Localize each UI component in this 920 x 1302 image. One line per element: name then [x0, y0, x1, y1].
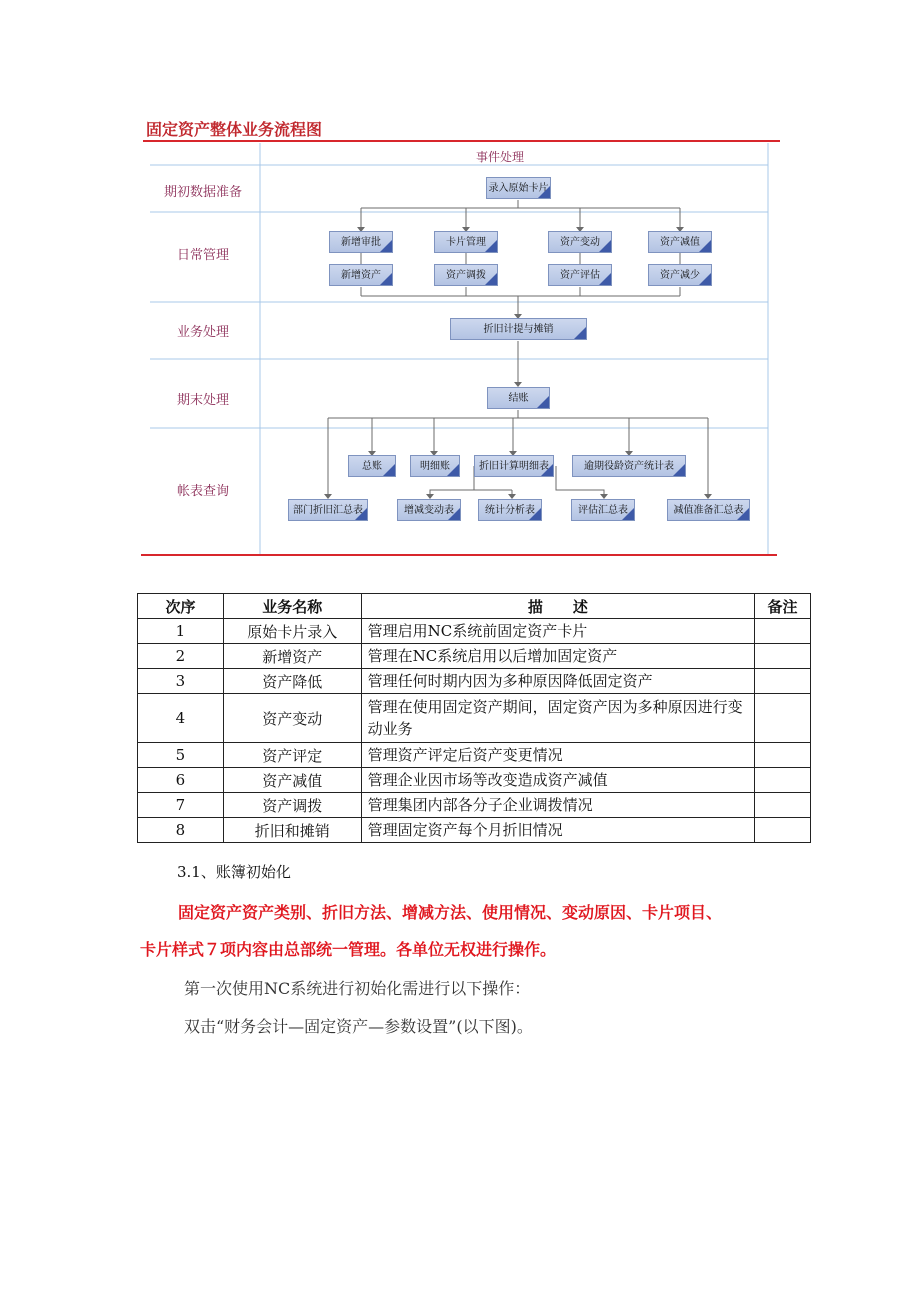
node-statistical-analysis: 统计分析表: [478, 499, 542, 521]
cell-name: 原始卡片录入: [223, 619, 361, 644]
node-asset-transfer: 资产调拨: [434, 264, 498, 286]
cell-description: 管理在NC系统启用以后增加固定资产: [361, 644, 754, 669]
node-asset-evaluation: 资产评估: [548, 264, 612, 286]
node-new-approval: 新增审批: [329, 231, 393, 253]
cell-name: 资产变动: [223, 694, 361, 743]
cell-order: 8: [138, 818, 224, 843]
body-paragraph-1: 第一次使用NC系统进行初始化需进行以下操作：: [184, 979, 531, 998]
cell-description: 管理启用NC系统前固定资产卡片: [361, 619, 754, 644]
table-row: [138, 619, 811, 644]
cell-note: [755, 644, 811, 669]
section-heading: 3.1、账簿初始化: [177, 863, 291, 881]
node-original-card: 录入原始卡片: [486, 177, 551, 199]
node-change-table: 增减变动表: [397, 499, 461, 521]
table-row: [138, 644, 811, 669]
lane-business-processing: 业务处理: [176, 325, 229, 340]
lane-report-query: 帐表查询: [176, 484, 229, 499]
node-closing: 结账: [487, 387, 550, 409]
col-header-order: 次序: [138, 594, 224, 619]
node-depreciation-detail: 折旧计算明细表: [474, 455, 554, 477]
cell-order: 6: [138, 768, 224, 793]
cell-name: 资产降低: [223, 669, 361, 694]
cell-description: 管理固定资产每个月折旧情况: [361, 818, 754, 843]
node-asset-impairment: 资产减值: [648, 231, 712, 253]
table-row: [138, 669, 811, 694]
cell-description: 管理在使用固定资产期间，固定资产因为多种原因进行变动业务: [361, 694, 754, 743]
cell-order: 7: [138, 793, 224, 818]
lane-daily-management: 日常管理: [176, 248, 229, 263]
cell-name: 新增资产: [223, 644, 361, 669]
emphasis-line-2: 卡片样式７项内容由总部统一管理。各单位无权进行操作。: [140, 940, 557, 959]
cell-name: 折旧和摊销: [223, 818, 361, 843]
cell-note: [755, 669, 811, 694]
node-new-asset: 新增资产: [329, 264, 393, 286]
cell-note: [755, 793, 811, 818]
node-asset-reduction: 资产减少: [648, 264, 712, 286]
node-impairment-summary: 减值准备汇总表: [667, 499, 750, 521]
node-asset-change: 资产变动: [548, 231, 612, 253]
node-general-ledger: 总账: [348, 455, 396, 477]
cell-order: 4: [138, 694, 224, 743]
cell-description: 管理集团内部各分子企业调拨情况: [361, 793, 754, 818]
table-row: [138, 793, 811, 818]
col-header-note: 备注: [755, 594, 811, 619]
node-overdue-asset-stats: 逾期役龄资产统计表: [572, 455, 686, 477]
cell-note: [755, 694, 811, 743]
diagram-title: 固定资产整体业务流程图: [146, 120, 323, 139]
cell-description: 管理任何时期内因为多种原因降低固定资产: [361, 669, 754, 694]
lane-period-end: 期末处理: [176, 393, 229, 408]
cell-note: [755, 619, 811, 644]
node-dept-depreciation-summary: 部门折旧汇总表: [288, 499, 368, 521]
table-row: [138, 818, 811, 843]
cell-name: 资产调拨: [223, 793, 361, 818]
cell-name: 资产减值: [223, 768, 361, 793]
diagram-bottom-rule: [141, 554, 777, 556]
cell-order: 1: [138, 619, 224, 644]
cell-note: [755, 768, 811, 793]
cell-order: 2: [138, 644, 224, 669]
node-evaluation-summary: 评估汇总表: [571, 499, 635, 521]
lane-initial-data: 期初数据准备: [163, 185, 242, 200]
cell-order: 5: [138, 743, 224, 768]
table-row: [138, 768, 811, 793]
business-table: [137, 593, 811, 843]
cell-note: [755, 818, 811, 843]
table-header-row: [138, 594, 811, 619]
emphasis-line-1: 固定资产资产类别、折旧方法、增减方法、使用情况、变动原因、卡片项目、: [178, 903, 723, 922]
cell-description: 管理资产评定后资产变更情况: [361, 743, 754, 768]
table-row: [138, 743, 811, 768]
cell-order: 3: [138, 669, 224, 694]
node-card-management: 卡片管理: [434, 231, 498, 253]
node-detail-ledger: 明细账: [410, 455, 460, 477]
event-handling-header: 事件处理: [475, 150, 524, 164]
node-depreciation: 折旧计提与摊销: [450, 318, 587, 340]
body-paragraph-2: 双击“财务会计—固定资产—参数设置”(以下图)。: [184, 1017, 533, 1036]
cell-note: [755, 743, 811, 768]
col-header-name: 业务名称: [223, 594, 361, 619]
cell-description: 管理企业因市场等改变造成资产减值: [361, 768, 754, 793]
table-row: [138, 694, 811, 743]
col-header-description: 描 述: [361, 594, 754, 619]
cell-name: 资产评定: [223, 743, 361, 768]
